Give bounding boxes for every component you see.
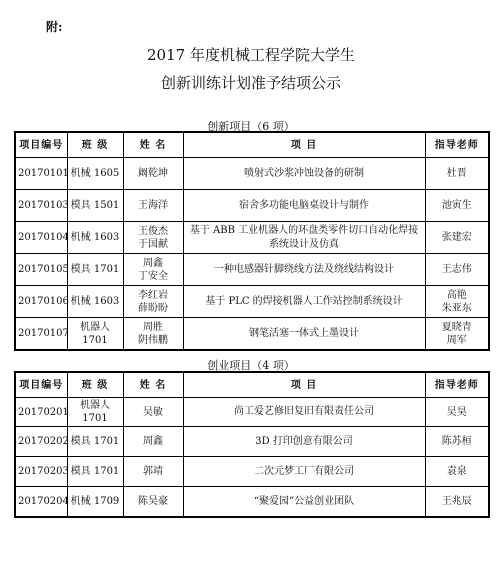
class-cell: 模具 1501 <box>67 190 123 222</box>
project-title-cell: 喷射式沙浆冲蚀设备的研制 <box>183 158 425 190</box>
page-title: 2017 年度机械工程学院大学生 <box>147 46 355 64</box>
innovation-table <box>14 131 490 351</box>
advisor-line: 王志伟 <box>441 264 472 275</box>
student-names-line: 薛盼盼 <box>138 302 168 314</box>
class-cell: 模具 1701 <box>67 254 123 286</box>
advisor-line: 朱亚东 <box>441 302 472 314</box>
table-row <box>15 457 489 487</box>
student-names-line: 阚乾坤 <box>138 168 168 179</box>
student-names-line: 周鑫 <box>143 257 163 269</box>
project-title-cell: 基于 ABB 工业机器人的环盘类零件切口自动化焊接系统设计及仿真 <box>183 222 425 254</box>
column-header: 项目编号 <box>15 372 67 398</box>
table-row <box>15 398 489 427</box>
student-names-line: 周鑫 <box>143 436 163 447</box>
student-names-line: 王海洋 <box>138 200 168 211</box>
advisor-line: 池寅生 <box>441 200 472 211</box>
project-title-cell: 宿舍多功能电脑桌设计与制作 <box>183 190 425 222</box>
column-header: 项 目 <box>183 132 425 158</box>
advisor-cell <box>425 457 489 487</box>
class-cell: 机械 1603 <box>67 286 123 318</box>
advisor-line: 周军 <box>446 334 467 346</box>
table-header-row <box>15 132 489 158</box>
class-cell: 模具 1701 <box>67 427 123 457</box>
project-title-cell: 一种电感器针脚绕线方法及绕线结构设计 <box>183 254 425 286</box>
startup-table <box>14 371 490 518</box>
student-names-line: 李红岩 <box>138 289 168 301</box>
student-names-line: 丁安全 <box>138 270 168 282</box>
column-header: 姓 名 <box>123 132 183 158</box>
project-id-cell: 20170101 <box>15 158 67 190</box>
project-title-cell: 基于 PLC 的焊接机器人工作站控制系统设计 <box>183 286 425 318</box>
student-names-line: 吴敏 <box>143 406 163 418</box>
project-id-cell: 20170203 <box>15 457 67 487</box>
advisor-line: 高艳 <box>446 289 467 301</box>
table-header-row <box>15 372 489 398</box>
class-cell: 机械 1605 <box>67 158 123 190</box>
student-names-cell <box>123 222 183 254</box>
student-names-line: 陈吴豪 <box>138 496 168 507</box>
column-header: 班 级 <box>67 372 123 398</box>
column-header: 项目编号 <box>15 132 67 158</box>
advisor-line: 袁泉 <box>446 466 467 477</box>
project-id-cell: 20170104 <box>15 222 67 254</box>
project-title-cell: 二次元梦工厂有限公司 <box>183 457 425 487</box>
page-subtitle: 创新训练计划准予结项公示 <box>160 74 341 92</box>
table-row <box>15 158 489 190</box>
column-header: 班 级 <box>67 132 123 158</box>
advisor-cell <box>425 254 489 286</box>
advisor-line: 夏晓青 <box>441 321 472 333</box>
table-row <box>15 254 489 286</box>
student-names-cell <box>123 158 183 190</box>
advisor-cell <box>425 398 489 427</box>
column-header: 项 目 <box>183 372 425 398</box>
student-names-cell <box>123 254 183 286</box>
project-id-cell: 20170201 <box>15 398 67 427</box>
student-names-cell <box>123 398 183 427</box>
advisor-cell <box>425 427 489 457</box>
table-row <box>15 286 489 318</box>
project-id-cell: 20170107 <box>15 318 67 351</box>
student-names-line: 阴伟鹏 <box>138 334 168 346</box>
student-names-cell <box>123 190 183 222</box>
table-row <box>15 222 489 254</box>
advisor-cell <box>425 222 489 254</box>
student-names-cell <box>123 457 183 487</box>
student-names-line: 郭靖 <box>143 466 163 477</box>
startup-caption: 创业项目（4 项） <box>207 359 295 372</box>
project-id-cell: 20170204 <box>15 487 67 518</box>
project-id-cell: 20170202 <box>15 427 67 457</box>
project-title-cell: “聚爱园”公益创业团队 <box>183 487 425 518</box>
advisor-cell <box>425 487 489 518</box>
project-title-cell: 3D 打印创意有限公司 <box>183 427 425 457</box>
table-row <box>15 487 489 518</box>
student-names-cell <box>123 487 183 518</box>
project-id-cell: 20170106 <box>15 286 67 318</box>
attachment-label: 附: <box>46 20 63 34</box>
class-cell: 模具 1701 <box>67 457 123 487</box>
advisor-cell <box>425 190 489 222</box>
advisor-line: 陈苏桓 <box>441 436 472 447</box>
advisor-line: 吴昊 <box>446 406 467 418</box>
class-cell: 机器人 1701 <box>67 398 123 427</box>
project-title-cell: 尚工爱艺修旧复旧有限责任公司 <box>183 398 425 427</box>
column-header: 指导老师 <box>425 132 489 158</box>
class-cell: 机器人 1701 <box>67 318 123 351</box>
column-header: 指导老师 <box>425 372 489 398</box>
class-cell: 机械 1603 <box>67 222 123 254</box>
student-names-line: 于国献 <box>138 238 168 250</box>
table-row <box>15 318 489 351</box>
table-row <box>15 190 489 222</box>
advisor-cell <box>425 158 489 190</box>
student-names-line: 王俊杰 <box>138 225 168 237</box>
project-title-cell: 钢笔活塞一体式上墨设计 <box>183 318 425 351</box>
student-names-cell <box>123 318 183 351</box>
column-header: 姓 名 <box>123 372 183 398</box>
table-row <box>15 427 489 457</box>
student-names-cell <box>123 286 183 318</box>
project-id-cell: 20170105 <box>15 254 67 286</box>
student-names-cell <box>123 427 183 457</box>
student-names-line: 周胜 <box>143 321 163 333</box>
advisor-line: 杜晋 <box>446 168 467 179</box>
advisor-line: 王兆辰 <box>441 496 472 507</box>
advisor-cell <box>425 286 489 318</box>
innovation-caption: 创新项目（6 项） <box>207 120 295 133</box>
advisor-line: 张建宏 <box>441 232 472 243</box>
class-cell: 机械 1709 <box>67 487 123 518</box>
project-id-cell: 20170103 <box>15 190 67 222</box>
advisor-cell <box>425 318 489 351</box>
